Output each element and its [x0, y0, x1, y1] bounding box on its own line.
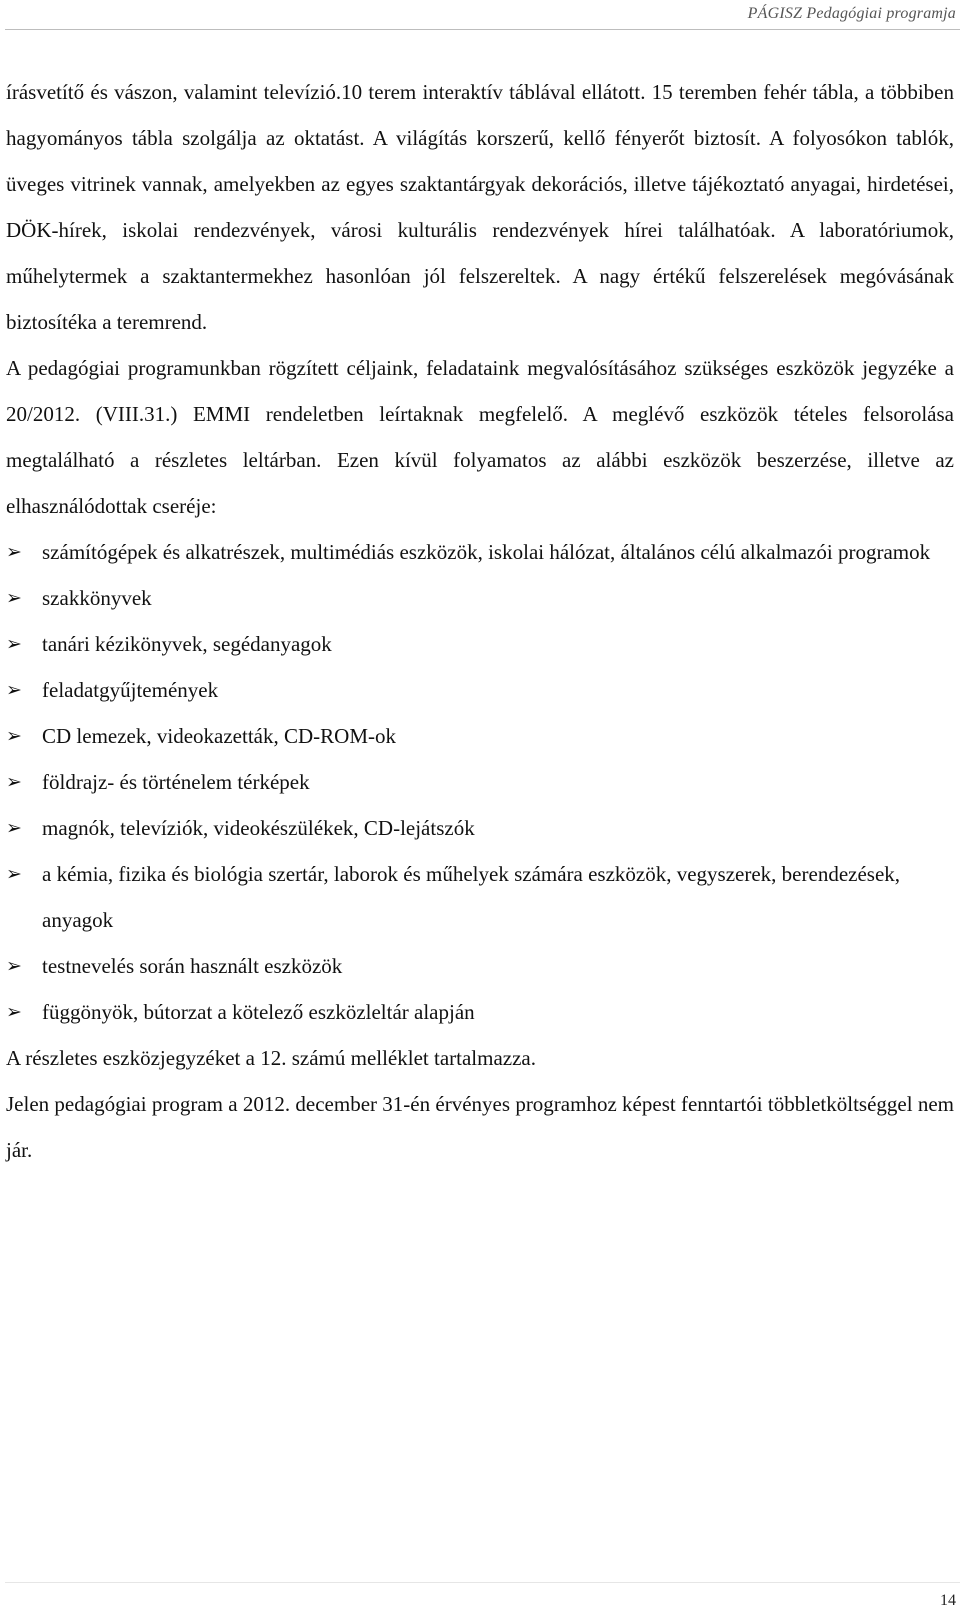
list-item [6, 713, 954, 759]
paragraph-facilities: írásvetítő és vászon, valamint televízió.10 terem interaktív táblával ellátott. 15 teremben fehér tábla, a többiben hagyományos tábla szolgálja az oktatást. A világítás korszerű, kellő fényerőt biztosít. A folyosókon tablók, üveges vitrinek vannak, amelyekben az egyes szaktantárgyak dekorációs, illetve tájékoztató anyagai, hirdetései, DÖK-hírek, iskolai rendezvények, városi kulturális rendezvények hírei találhatóak. A laboratóriumok, műhelytermek a szaktantermekhez hasonlóan jól felszereltek. A nagy értékű felszerelések megóvásának biztosítéka a teremrend. [6, 80, 954, 334]
arrowhead-bullet-icon: ➢ [6, 541, 22, 563]
list-item [6, 943, 954, 989]
list-item-text: szakkönyvek [42, 586, 152, 610]
list-item [6, 989, 954, 1035]
list-item-text: földrajz- és történelem térképek [42, 770, 310, 794]
arrowhead-bullet-icon: ➢ [6, 771, 22, 793]
header-divider [5, 29, 960, 30]
arrowhead-bullet-icon: ➢ [6, 633, 22, 655]
paragraph-equipment: A pedagógiai programunkban rögzített céljaink, feladataink megvalósításához szükséges eszközök jegyzéke a 20/2012. (VIII.31.) EMMI rendeletben leírtaknak megfelelő. A meglévő eszközök tételes felsorolása megtalálható a részletes leltárban. Ezen kívül folyamatos az alábbi eszközök beszerzése, illetve az elhasználódottak cseréje: [6, 356, 954, 518]
page-number: 14 [940, 1592, 956, 1609]
arrowhead-bullet-icon: ➢ [6, 679, 22, 701]
list-item-text: függönyök, bútorzat a kötelező eszközleltár alapján [42, 1000, 475, 1024]
list-item [6, 529, 954, 575]
list-item [6, 851, 954, 943]
equipment-list [6, 529, 954, 1035]
list-item-text: magnók, televíziók, videokészülékek, CD-lejátszók [42, 816, 475, 840]
list-item-text: feladatgyűjtemények [42, 678, 219, 702]
list-item-text: a kémia, fizika és biológia szertár, laborok és műhelyek számára eszközök, vegyszerek, berendezések, anyagok [42, 862, 901, 932]
footer-divider [5, 1582, 960, 1583]
arrowhead-bullet-icon: ➢ [6, 817, 22, 839]
list-item [6, 759, 954, 805]
document-body [6, 69, 954, 1173]
page-header [0, 0, 960, 30]
list-item-text: testnevelés során használt eszközök [42, 954, 343, 978]
list-item [6, 667, 954, 713]
list-item-text: tanári kézikönyvek, segédanyagok [42, 632, 332, 656]
header-title: PÁGISZ Pedagógiai programja [747, 5, 956, 22]
list-item [6, 805, 954, 851]
list-item [6, 575, 954, 621]
arrowhead-bullet-icon: ➢ [6, 725, 22, 747]
paragraph-cost-statement: Jelen pedagógiai program a 2012. december 31-én érvényes programhoz képest fenntartói többletköltséggel nem jár. [6, 1092, 954, 1162]
arrowhead-bullet-icon: ➢ [6, 863, 22, 885]
list-item-text: számítógépek és alkatrészek, multimédiás eszközök, iskolai hálózat, általános célú alkalmazói programok [42, 540, 931, 564]
arrowhead-bullet-icon: ➢ [6, 955, 22, 977]
list-item-text: CD lemezek, videokazetták, CD-ROM-ok [42, 724, 396, 748]
list-item [6, 621, 954, 667]
paragraph-annex-reference: A részletes eszközjegyzéket a 12. számú melléklet tartalmazza. [6, 1046, 536, 1070]
arrowhead-bullet-icon: ➢ [6, 1001, 22, 1023]
arrowhead-bullet-icon: ➢ [6, 587, 22, 609]
